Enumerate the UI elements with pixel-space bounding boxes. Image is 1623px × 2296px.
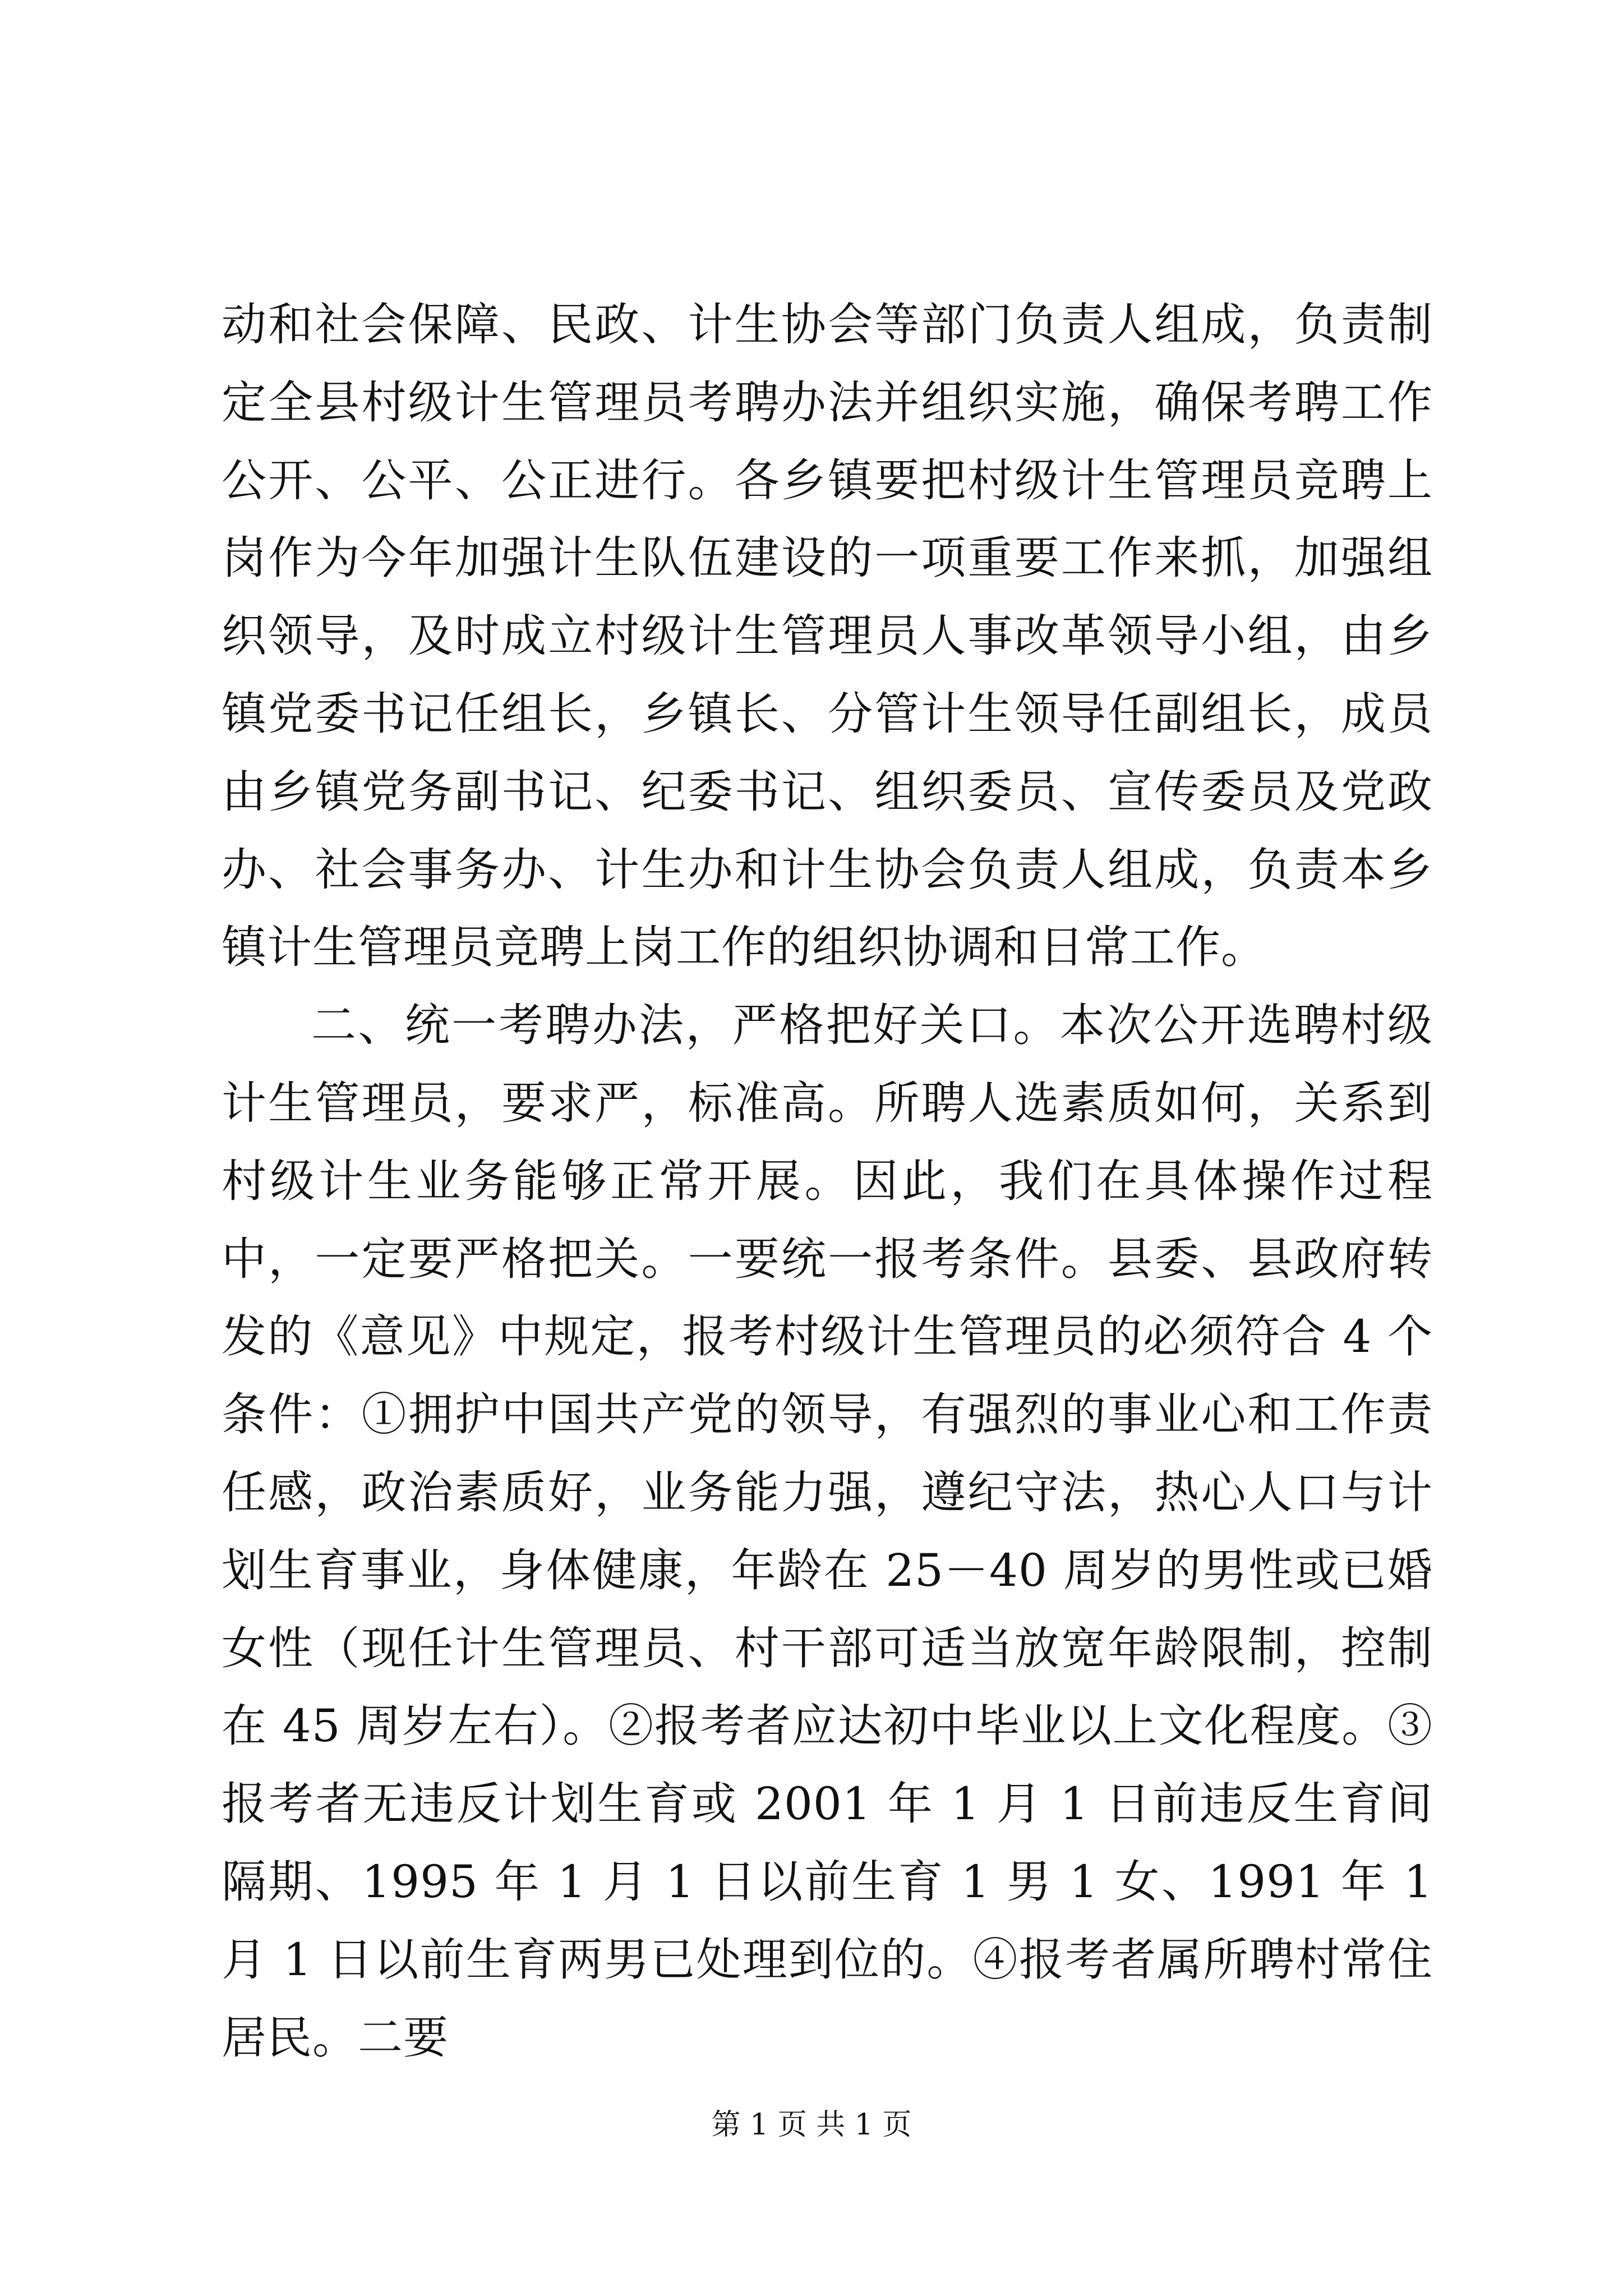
document-body xyxy=(222,286,1433,2077)
page-footer: 第 1 页 共 1 页 xyxy=(711,2108,912,2142)
paragraph-section-two: 二、统一考聘办法，严格把好关口。本次公开选聘村级计生管理员，要求严，标准高。所聘人选素质如何，关系到村级计生业务能够正常开展。因此，我们在具体操作过程中，一定要严格把关。一要统一报考条件。县委、县政府转发的《意见》中规定，报考村级计生管理员的必须符合 4 个条件：①拥护中国共产党的领导，有强烈的事业心和工作责任感，政治素质好，业务能力强，遵纪守法，热心人口与计划生育事业，身体健康，年龄在 25－40 周岁的男性或已婚女性（现任计生管理员、村干部可适当放宽年龄限制，控制在 45 周岁左右）。②报考者应达初中毕业以上文化程度。③报考者无违反计划生育或 2001 年 1 月 1 日前违反生育间隔期、1995 年 1 月 1 日以前生育 1 男 1 女、1991 年 1 月 1 日以前生育两男已处理到位的。④报考者属所聘村常住居民。二要 xyxy=(222,999,1433,2064)
paragraph-continued: 动和社会保障、民政、计生协会等部门负责人组成，负责制定全县村级计生管理员考聘办法并组织实施，确保考聘工作公开、公平、公正进行。各乡镇要把村级计生管理员竞聘上岗作为今年加强计生队伍建设的一项重要工作来抓，加强组织领导，及时成立村级计生管理员人事改革领导小组，由乡镇党委书记任组长，乡镇长、分管计生领导任副组长，成员由乡镇党务副书记、纪委书记、组织委员、宣传委员及党政办、社会事务办、计生办和计生协会负责人组成，负责本乡镇计生管理员竞聘上岗工作的组织协调和日常工作。 xyxy=(222,298,1433,974)
